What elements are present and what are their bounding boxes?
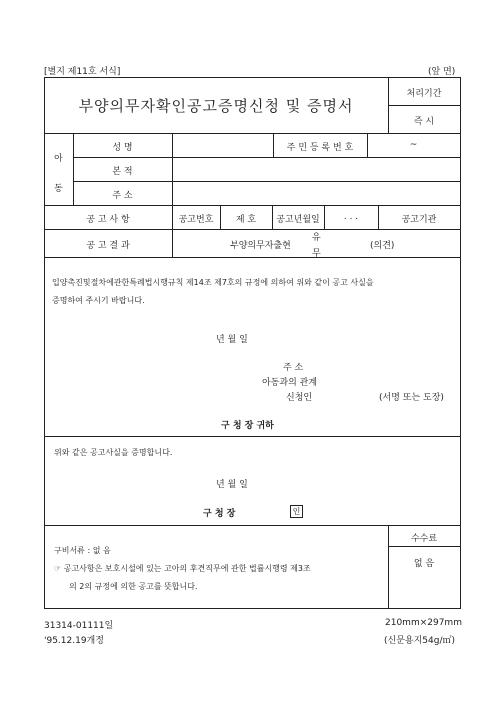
child-label-2: 동 — [54, 184, 63, 194]
notice-result-label: 공 고 결 과 — [86, 241, 130, 251]
address-label: 주 소 — [112, 191, 133, 201]
relation-to-child-label: 아동과의 관계 — [262, 378, 318, 388]
issuer-label: 구 청 장 — [203, 509, 236, 519]
resident-id-label: 주 민 등 록 번 호 — [286, 143, 354, 153]
form-number: [별지 제11호 서식] — [44, 67, 121, 77]
notice-items-label: 공 고 사 항 — [86, 215, 130, 225]
notice-agency-label: 공고기관 — [401, 215, 437, 225]
name-label: 성 명 — [112, 143, 133, 153]
fee-label: 수수료 — [410, 534, 438, 544]
processing-period-label: 처리기간 — [406, 89, 442, 99]
opinion-label: (의견) — [370, 241, 395, 251]
request-text-line2: 증명하여 주시기 바랍니다. — [52, 296, 145, 305]
option-no: 무 — [312, 249, 321, 259]
addressee-label: 구 청 장 귀하 — [221, 421, 274, 431]
registered-origin-label: 본 적 — [112, 167, 133, 177]
fee-value: 없 음 — [413, 559, 435, 569]
paper-size: 210mm×297mm — [385, 618, 462, 628]
note-line1: ☞ 공고사항은 보호시설에 있는 고아의 후견직무에 관한 법률시행령 제3조 — [54, 564, 311, 573]
notice-number-label: 공고번호 — [178, 215, 214, 225]
request-date: 년 월 일 — [216, 335, 248, 345]
official-seal-mark: 인 — [290, 505, 303, 518]
page-side-label: (앞 면) — [428, 67, 456, 77]
request-text-line1: 입양촉진및절차에관한특례법시행규칙 제14조 제7호의 규정에 의하여 위와 같이 공고 사실을 — [52, 278, 374, 287]
applicant-label: 신청인 — [286, 393, 313, 403]
notice-number-unit: 제 호 — [235, 215, 257, 225]
required-documents: 구비서류 : 없 음 — [54, 546, 111, 555]
certification-date: 년 월 일 — [216, 480, 248, 490]
note-line2: 의 2의 규정에 의한 공고를 뜻합니다. — [69, 582, 198, 591]
applicant-address-label: 주 소 — [283, 363, 304, 373]
resident-id-separator: ~ — [409, 140, 418, 150]
child-label-1: 아 — [54, 154, 63, 164]
form-code: 31314-01111일 — [44, 621, 114, 631]
guardian-appearance-text: 부양의무자출현 — [230, 241, 291, 251]
processing-period-value: 즉 시 — [413, 117, 435, 127]
signature-or-seal-label: (서명 또는 도장) — [379, 393, 444, 403]
revision-date: '95.12.19개정 — [44, 636, 104, 646]
paper-type: (신문용지54g/㎡) — [384, 636, 455, 646]
option-yes: 유 — [312, 233, 321, 243]
form-title: 부양의무자확인공고증명신청 및 증명서 — [78, 97, 354, 115]
notice-date-value: . . . — [343, 212, 359, 222]
notice-date-label: 공고년월일 — [276, 215, 320, 225]
certification-text: 위와 같은 공고사실을 증명합니다. — [54, 448, 173, 457]
